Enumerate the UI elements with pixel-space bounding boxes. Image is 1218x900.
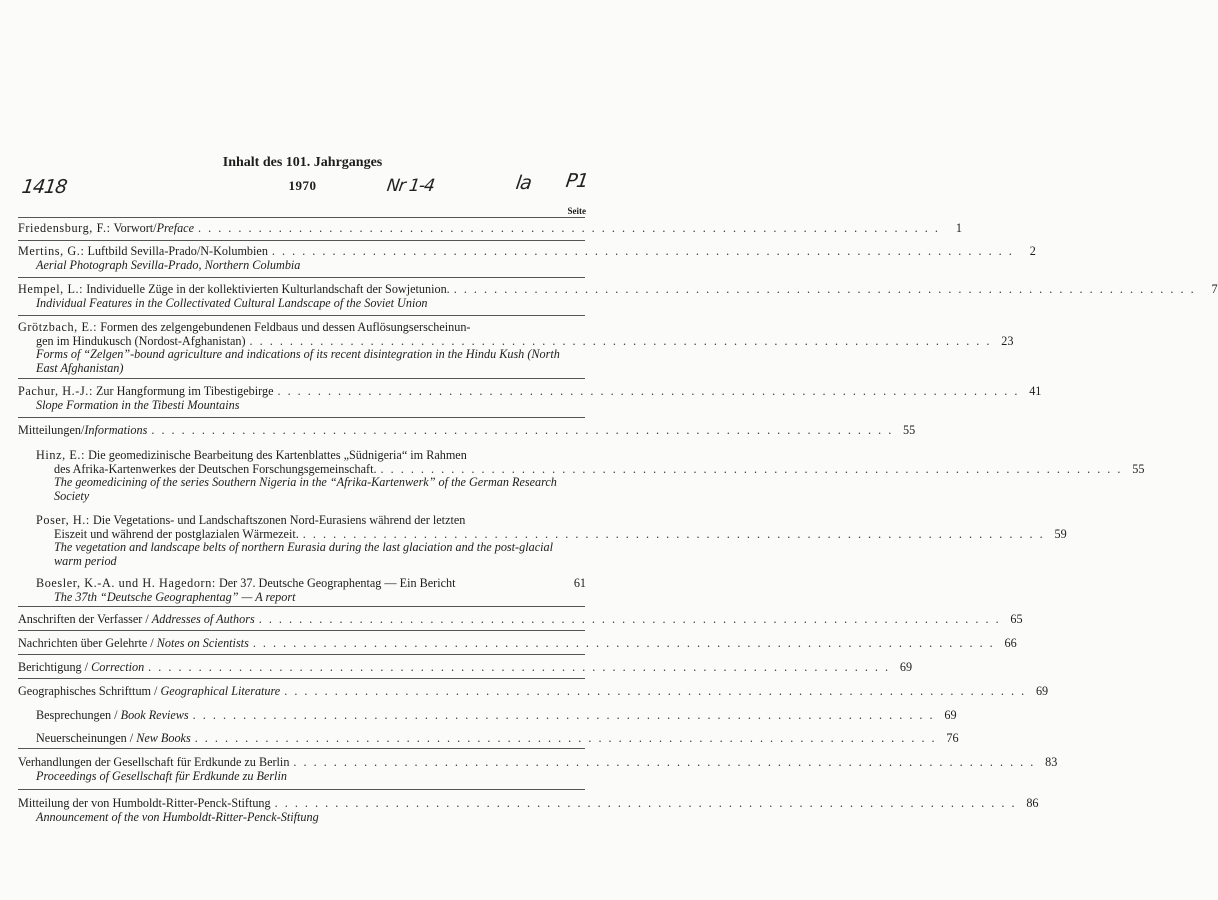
divider <box>18 606 585 607</box>
volume-year: 1970 <box>288 178 317 193</box>
handwritten-note-right1: la <box>514 172 533 194</box>
handwritten-note-right2: P1 <box>564 170 590 192</box>
entry-subtitle: Forms of “Zelgen”-bound agriculture and indications of its recent disintegration in the Hindu Kush (North East Afghanistan) <box>36 347 560 375</box>
toc-entry[interactable] <box>18 282 1218 310</box>
entry-author: Mertins, G.: <box>18 244 85 258</box>
entry-title-english: Preface <box>156 221 195 235</box>
entry-author: Hinz, E.: <box>36 448 86 462</box>
entry-title: Besprechungen / <box>36 708 121 722</box>
entry-page: 61 <box>573 576 586 590</box>
entry-page: 69 <box>944 708 957 722</box>
divider <box>18 217 585 218</box>
entry-subtitle: Announcement of the von Humboldt-Ritter-Penck-Stiftung <box>36 809 319 824</box>
entry-title-english: Book Reviews <box>120 708 189 722</box>
entry-author: Poser, H.: <box>36 513 90 527</box>
entry-title: Vorwort/ <box>113 221 157 235</box>
toc-entry[interactable] <box>36 448 1145 503</box>
toc-entry[interactable] <box>18 796 1039 824</box>
divider <box>18 240 585 241</box>
entry-page: 83 <box>1045 755 1058 769</box>
entry-page: 23 <box>1001 333 1014 348</box>
entry-author: Boesler, K.-A. und H. Hagedorn: <box>36 576 216 590</box>
toc-entry[interactable] <box>18 221 962 236</box>
entry-page: 7 <box>1211 282 1218 296</box>
page-column-label: Seite <box>567 206 586 216</box>
entry-title: Zur Hangformung im Tibestigebirge <box>95 384 274 398</box>
entry-title-english: Notes on Scientists <box>156 636 249 650</box>
divider <box>18 789 585 790</box>
entry-title-continued: Eiszeit und während der postglazialen Wärmezeit. <box>54 526 299 541</box>
entry-title-english: Geographical Literature <box>160 684 281 698</box>
divider <box>18 277 585 278</box>
entry-title: Mitteilung der von Humboldt-Ritter-Penck-Stiftung <box>18 796 271 810</box>
entry-page: 1 <box>955 221 962 235</box>
entry-page: 69 <box>1035 684 1049 698</box>
entry-subtitle: Individual Features in the Collectivated Cultural Landscape of the Soviet Union <box>36 295 428 310</box>
entry-page: 69 <box>899 660 913 674</box>
entry-page: 86 <box>1026 796 1039 810</box>
entry-author: Friedensburg, F.: <box>18 221 111 235</box>
entry-title: Luftbild Sevilla-Prado/N-Kolumbien <box>87 244 268 258</box>
entry-title: Mitteilungen/ <box>18 423 85 437</box>
entry-page: 2 <box>1029 244 1036 258</box>
entry-subtitle: Proceedings of Gesellschaft für Erdkunde zu Berlin <box>36 768 287 783</box>
toc-entry[interactable] <box>36 731 959 746</box>
toc-entry[interactable] <box>18 684 1049 699</box>
entry-subtitle: The 37th “Deutsche Geographentag” — A report <box>54 589 296 604</box>
entry-page: 55 <box>1132 461 1145 476</box>
toc-entry[interactable] <box>36 513 1067 568</box>
entry-title: Geographisches Schrifttum / <box>18 684 161 698</box>
entry-author: Pachur, H.-J.: <box>18 384 93 398</box>
entry-title-continued: gen im Hindukusch (Nordost-Afghanistan) <box>36 333 246 348</box>
entry-page: 66 <box>1004 636 1017 650</box>
entry-author: Grötzbach, E.: <box>18 320 98 334</box>
entry-author: Hempel, L.: <box>18 282 84 296</box>
handwritten-note-left: 1418 <box>20 176 68 198</box>
entry-subtitle: Aerial Photograph Sevilla-Prado, Northern Columbia <box>36 257 301 272</box>
toc-entry[interactable] <box>18 384 1042 412</box>
entry-title-continued: des Afrika-Kartenwerkes der Deutschen Forschungsgemeinschaft. <box>54 461 377 476</box>
entry-title: Anschriften der Verfasser / <box>18 612 152 626</box>
entry-title: Die geomedizinische Bearbeitung des Kartenblattes „Südnigeria“ im Rahmen <box>88 448 467 462</box>
entry-title: Individuelle Züge in der kollektivierten Kulturlandschaft der Sowjetunion. <box>86 282 450 296</box>
entry-title: Die Vegetations- und Landschaftszonen Nord-Eurasiens während der letzten <box>92 513 466 527</box>
entry-title: Formen des zelgengebundenen Feldbaus und dessen Auflösungserscheinun- <box>100 320 471 334</box>
entry-title-english: Informations <box>84 423 148 437</box>
divider <box>18 748 585 749</box>
entry-title: Neuerscheinungen / <box>36 731 137 745</box>
divider <box>18 654 585 655</box>
divider <box>18 417 585 418</box>
page-title: Inhalt des 101. Jahrganges <box>222 155 383 170</box>
entry-page: 41 <box>1029 384 1042 398</box>
entry-subtitle: The geomedicining of the series Southern Nigeria in the “Afrika-Kartenwerk” of the German Research Society <box>54 475 557 503</box>
entry-title: Nachrichten über Gelehrte / <box>18 636 157 650</box>
divider <box>18 678 585 679</box>
entry-title: Verhandlungen der Gesellschaft für Erdkunde zu Berlin <box>18 755 290 769</box>
entry-title-english: Correction <box>91 660 145 674</box>
entry-page: 76 <box>946 731 959 745</box>
entry-title-english: New Books <box>136 731 191 745</box>
toc-entry[interactable] <box>18 755 1058 783</box>
handwritten-note-middle: Nr 1-4 <box>385 176 436 196</box>
divider <box>18 630 585 631</box>
divider <box>18 378 585 379</box>
divider <box>18 315 585 316</box>
toc-entry[interactable] <box>18 244 1036 272</box>
entry-subtitle: The vegetation and landscape belts of northern Eurasia during the last glaciation and the post-glacial warm period <box>54 540 553 568</box>
entry-page: 55 <box>903 423 916 437</box>
entry-title: Berichtigung / <box>18 660 92 674</box>
toc-entry[interactable] <box>18 320 1014 375</box>
toc-entry[interactable] <box>18 612 1023 627</box>
entry-title: Der 37. Deutsche Geographentag — Ein Bericht <box>218 576 456 590</box>
entry-subtitle: Slope Formation in the Tibesti Mountains <box>36 397 240 412</box>
toc-entry[interactable] <box>18 636 1017 651</box>
entry-page: 59 <box>1054 526 1067 541</box>
entry-page: 65 <box>1010 612 1023 626</box>
toc-entry[interactable] <box>36 577 586 604</box>
toc-entry[interactable] <box>36 708 957 723</box>
toc-entry[interactable] <box>18 660 913 675</box>
entry-title-english: Addresses of Authors <box>151 612 255 626</box>
toc-entry[interactable] <box>18 423 916 438</box>
